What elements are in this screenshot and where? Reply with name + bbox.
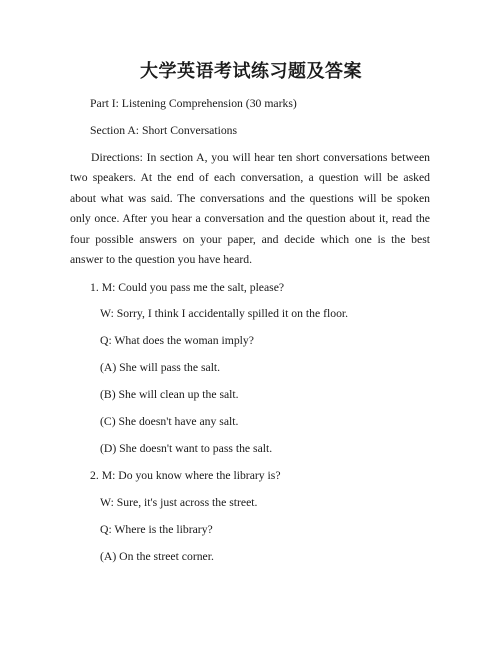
q1-question: Q: What does the woman imply? — [100, 334, 254, 347]
q1-man-line: 1. M: Could you pass me the salt, please? — [90, 281, 285, 294]
section-heading: Section A: Short Conversations — [90, 124, 238, 137]
q2-man-line: 2. M: Do you know where the library is? — [90, 469, 281, 482]
q1-option-a: (A) She will pass the salt. — [100, 361, 221, 374]
q2-question: Q: Where is the library? — [100, 523, 213, 536]
directions-paragraph: Directions: In section A, you will hear ten short conversations between two speakers. At the end of each conversation, a question will be asked about what was said. The conversations and the questions will be spoken only once. After you hear a conversation and the question about it, read the four possible answers on your paper, and decide which one is the best answer to the question you have heard. — [70, 151, 430, 267]
q1-option-b: (B) She will clean up the salt. — [100, 388, 239, 401]
q2-option-a: (A) On the street corner. — [100, 550, 214, 563]
part-heading: Part I: Listening Comprehension (30 marks) — [90, 97, 297, 110]
q1-option-c: (C) She doesn't have any salt. — [100, 415, 239, 428]
q2-woman-line: W: Sure, it's just across the street. — [100, 496, 258, 509]
document-title: 大学英语考试练习题及答案 — [140, 61, 362, 82]
q1-option-d: (D) She doesn't want to pass the salt. — [100, 442, 273, 455]
q1-woman-line: W: Sorry, I think I accidentally spilled it on the floor. — [100, 307, 349, 320]
